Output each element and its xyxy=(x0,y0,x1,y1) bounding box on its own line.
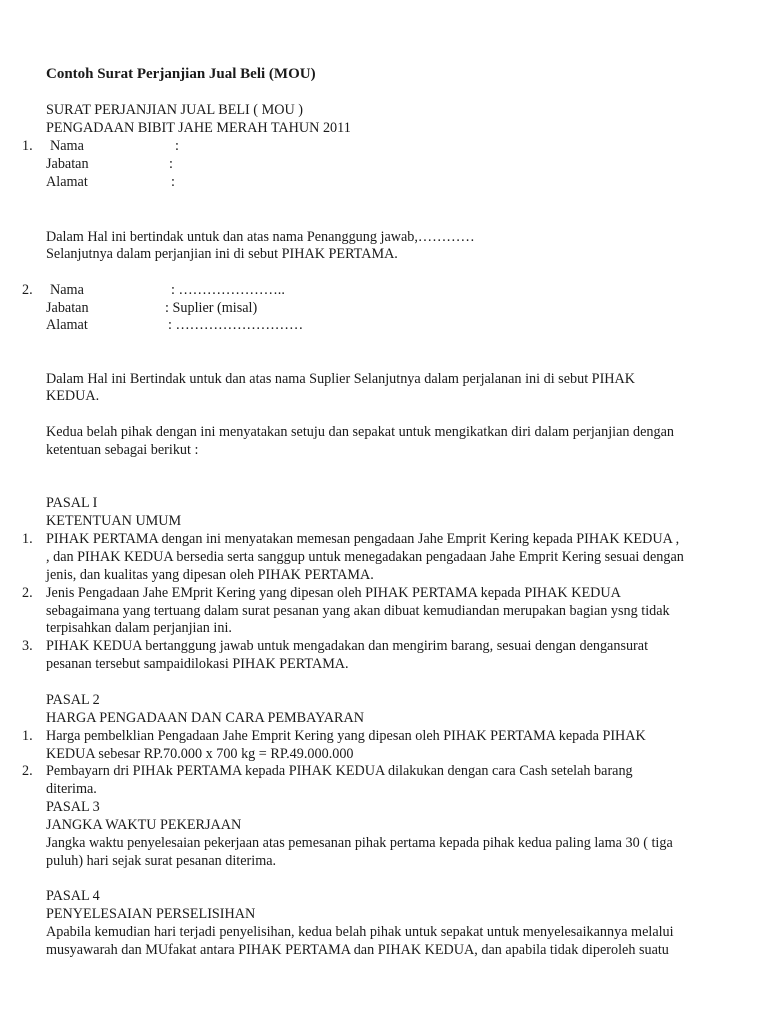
intro-line1: Kedua belah pihak dengan ini menyatakan setuju dan sepakat untuk mengikatkan diri dalam perjanjian dengan xyxy=(46,424,674,440)
pasal3-subtitle: JANGKA WAKTU PEKERJAAN xyxy=(46,817,242,833)
pasal1-item1-line1: PIHAK PERTAMA dengan ini menyatakan memesan pengadaan Jahe Emprit Kering kepada PIHAK KEDUA , xyxy=(46,531,680,547)
party1-nama-value: : xyxy=(175,138,179,154)
party2-jabatan-label: Jabatan xyxy=(46,300,89,316)
pasal2-item2-line1: Pembayarn dri PIHAk PERTAMA kepada PIHAK KEDUA dilakukan dengan cara Cash setelah barang xyxy=(46,763,633,779)
pasal1-item2-line3: terpisahkan dalam perjanjian ini. xyxy=(46,620,232,636)
pasal1-item3-line2: pesanan tersebut sampaidilokasi PIHAK PERTAMA. xyxy=(46,656,349,672)
pasal3-title: PASAL 3 xyxy=(46,799,100,815)
party1-statement-line1: Dalam Hal ini bertindak untuk dan atas nama Penanggung jawab,………… xyxy=(46,229,475,245)
pasal2-subtitle: HARGA PENGADAAN DAN CARA PEMBAYARAN xyxy=(46,710,364,726)
heading-procurement: PENGADAAN BIBIT JAHE MERAH TAHUN 2011 xyxy=(46,120,351,136)
pasal4-line1: Apabila kemudian hari terjadi penyelisihan, kedua belah pihak untuk sepakat untuk menyelesaikannya melalui xyxy=(46,924,674,940)
party2-nama-value: : ………………….. xyxy=(171,282,285,298)
pasal1-item1-number: 1. xyxy=(22,531,33,547)
party1-alamat-label: Alamat xyxy=(46,174,88,190)
party1-nama-label: Nama xyxy=(50,138,84,154)
heading-agreement: SURAT PERJANJIAN JUAL BELI ( MOU ) xyxy=(46,102,303,118)
party2-alamat-value: : ……………………… xyxy=(168,317,304,333)
pasal1-item3-number: 3. xyxy=(22,638,33,654)
pasal4-subtitle: PENYELESAIAN PERSELISIHAN xyxy=(46,906,256,922)
pasal1-item1-line3: jenis, dan kualitas yang dipesan oleh PIHAK PERTAMA. xyxy=(46,567,374,583)
party2-statement-line1: Dalam Hal ini Bertindak untuk dan atas nama Suplier Selanjutnya dalam perjalanan ini di sebut PIHAK xyxy=(46,371,636,387)
pasal1-item3-line1: PIHAK KEDUA bertanggung jawab untuk mengadakan dan mengirim barang, sesuai dengan dengansurat xyxy=(46,638,649,654)
pasal2-item2-number: 2. xyxy=(22,763,33,779)
pasal2-title: PASAL 2 xyxy=(46,692,100,708)
pasal1-item2-line2: sebagaimana yang tertuang dalam surat pesanan yang akan dibuat kemudiandan merupakan bagian ysng tidak xyxy=(46,603,670,619)
party1-jabatan-label: Jabatan xyxy=(46,156,89,172)
party1-alamat-value: : xyxy=(171,174,175,190)
party2-statement-line2: KEDUA. xyxy=(46,388,100,404)
document-title: Contoh Surat Perjanjian Jual Beli (MOU) xyxy=(46,66,316,82)
party2-nama-label: Nama xyxy=(50,282,84,298)
party1-number: 1. xyxy=(22,138,33,154)
pasal2-item1-number: 1. xyxy=(22,728,33,744)
intro-line2: ketentuan sebagai berikut : xyxy=(46,442,199,458)
pasal1-title: PASAL I xyxy=(46,495,98,511)
pasal2-item2-line2: diterima. xyxy=(46,781,97,797)
pasal1-subtitle: KETENTUAN UMUM xyxy=(46,513,182,529)
pasal3-line2: puluh) hari sejak surat pesanan diterima. xyxy=(46,853,277,869)
pasal3-line1: Jangka waktu penyelesaian pekerjaan atas pemesanan pihak pertama kepada pihak kedua paling lama 30 ( tiga xyxy=(46,835,673,851)
party1-jabatan-value: : xyxy=(169,156,173,172)
party2-alamat-label: Alamat xyxy=(46,317,88,333)
party2-jabatan-value: : Suplier (misal) xyxy=(165,300,258,316)
pasal2-item1-line2: KEDUA sebesar RP.70.000 x 700 kg = RP.49.000.000 xyxy=(46,746,354,762)
pasal1-item2-line1: Jenis Pengadaan Jahe EMprit Kering yang dipesan oleh PIHAK PERTAMA kepada PIHAK KEDUA xyxy=(46,585,621,601)
pasal4-line2: musyawarah dan MUfakat antara PIHAK PERTAMA dan PIHAK KEDUA, dan apabila tidak diperoleh suatu xyxy=(46,942,669,958)
pasal1-item2-number: 2. xyxy=(22,585,33,601)
party1-statement-line2: Selanjutnya dalam perjanjian ini di sebut PIHAK PERTAMA. xyxy=(46,246,398,262)
party2-number: 2. xyxy=(22,282,33,298)
pasal2-item1-line1: Harga pembelklian Pengadaan Jahe Emprit Kering yang dipesan oleh PIHAK PERTAMA kepada PIHAK xyxy=(46,728,646,744)
pasal4-title: PASAL 4 xyxy=(46,888,100,904)
pasal1-item1-line2: , dan PIHAK KEDUA bersedia serta sanggup untuk menegadakan pengadaan Jahe Emprit Kering sesuai dengan xyxy=(46,549,684,565)
